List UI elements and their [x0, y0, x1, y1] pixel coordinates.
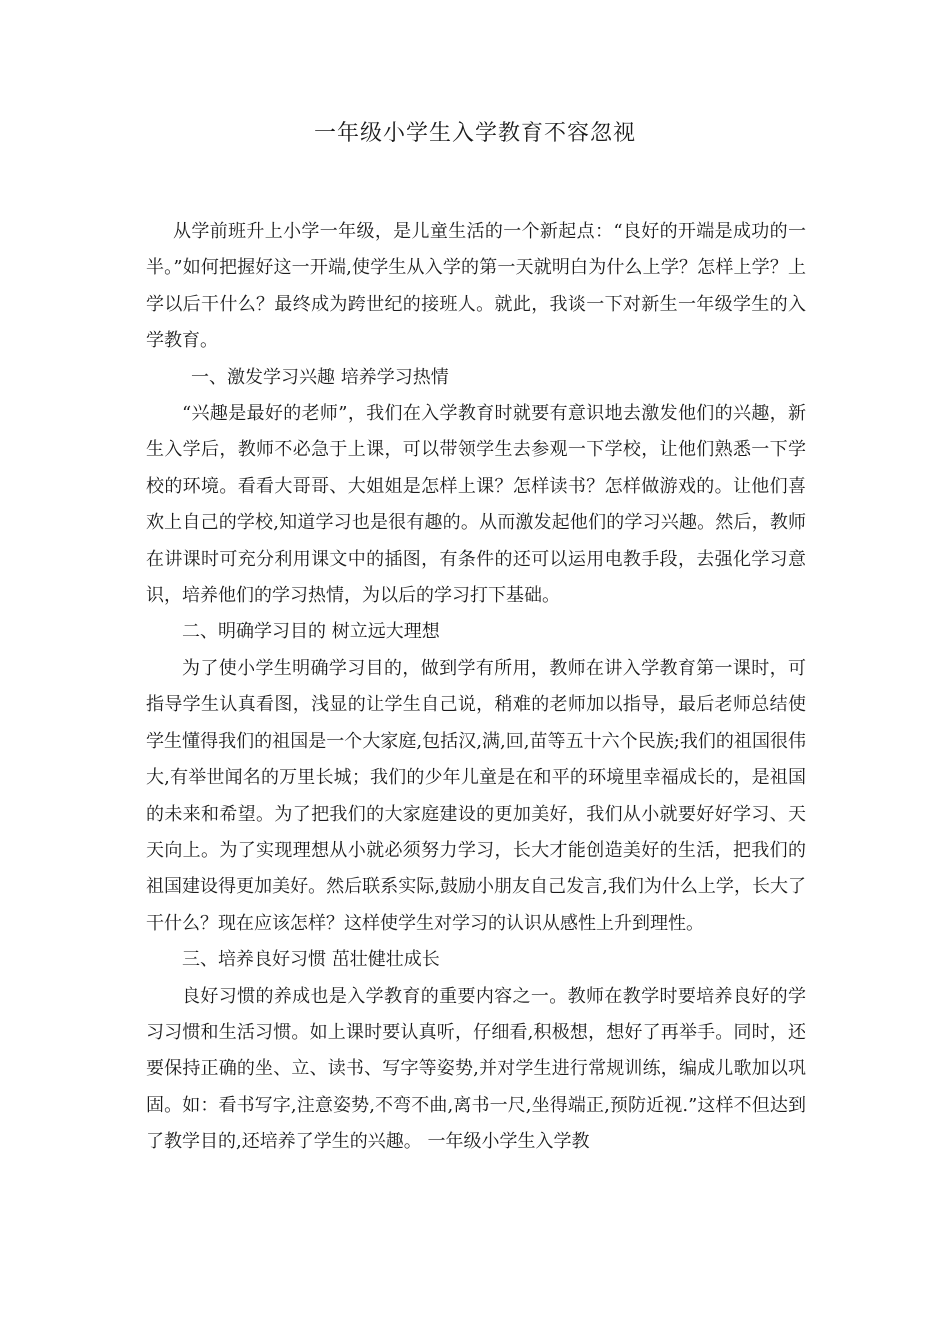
section-1-heading: 一、激发学习兴趣 培养学习热情 — [191, 366, 449, 388]
section-2-paragraph: 为了使小学生明确学习目的，做到学有所用，教师在讲入学教育第一课时，可指导学生认真看图，浅显的让学生自己说，稍难的老师加以指导，最后老师总结使学生懂得我们的祖国是一个大家庭,包括汉,满,回,苗等五十六个民族;我们的祖国很伟大,有举世闻名的万里长城；我们的少年儿童是在和平的环境里幸福成长的，是祖国的未来和希望。为了把我们的大家庭建设的更加美好，我们从小就要好好学习、天天向上。为了实现理想从小就必须努力学习，长大才能创造美好的生活，把我们的祖国建设得更加美好。然后联系实际,鼓励小朋友自己发言,我们为什么上学，长大了干什么？现在应该怎样？这样使学生对学习的认识从感性上升到理性。 — [146, 657, 806, 934]
document-body — [146, 214, 806, 1161]
section-3-paragraph: 良好习惯的养成也是入学教育的重要内容之一。教师在教学时要培养良好的学习习惯和生活习惯。如上课时要认真听，仔细看,积极想，想好了再举手。同时，还要保持正确的坐、立、读书、写字等姿势,并对学生进行常规训练，编成儿歌加以巩固。如：看书写字,注意姿势,不弯不曲,离书一尺,坐得端正,预防近视.”这样不但达到了教学目的,还培养了学生的兴趣。 一年级小学生入学教 — [146, 985, 806, 1153]
section-2-heading: 二、明确学习目的 树立远大理想 — [182, 621, 440, 643]
intro-paragraph: 从学前班升上小学一年级，是儿童生活的一个新起点：“良好的开端是成功的一半。”如何把握好这一开端,使学生从入学的第一天就明白为什么上学？怎样上学？上学以后干什么？最终成为跨世纪的接班人。就此，我谈一下对新生一年级学生的入学教育。 — [146, 221, 806, 352]
section-3-heading: 三、培养良好习惯 茁壮健壮成长 — [182, 949, 440, 971]
section-1-paragraph: “兴趣是最好的老师”，我们在入学教育时就要有意识地去激发他们的兴趣，新生入学后，教师不必急于上课，可以带领学生去参观一下学校，让他们熟悉一下学校的环境。看看大哥哥、大姐姐是怎样上课？怎样读书？怎样做游戏的。让他们喜欢上自己的学校,知道学习也是很有趣的。从而激发起他们的学习兴趣。然后，教师在讲课时可充分利用课文中的插图，有条件的还可以运用电教手段，去强化学习意识，培养他们的学习热情，为以后的学习打下基础。 — [146, 403, 806, 607]
document-title: 一年级小学生入学教育不容忽视 — [313, 121, 636, 146]
